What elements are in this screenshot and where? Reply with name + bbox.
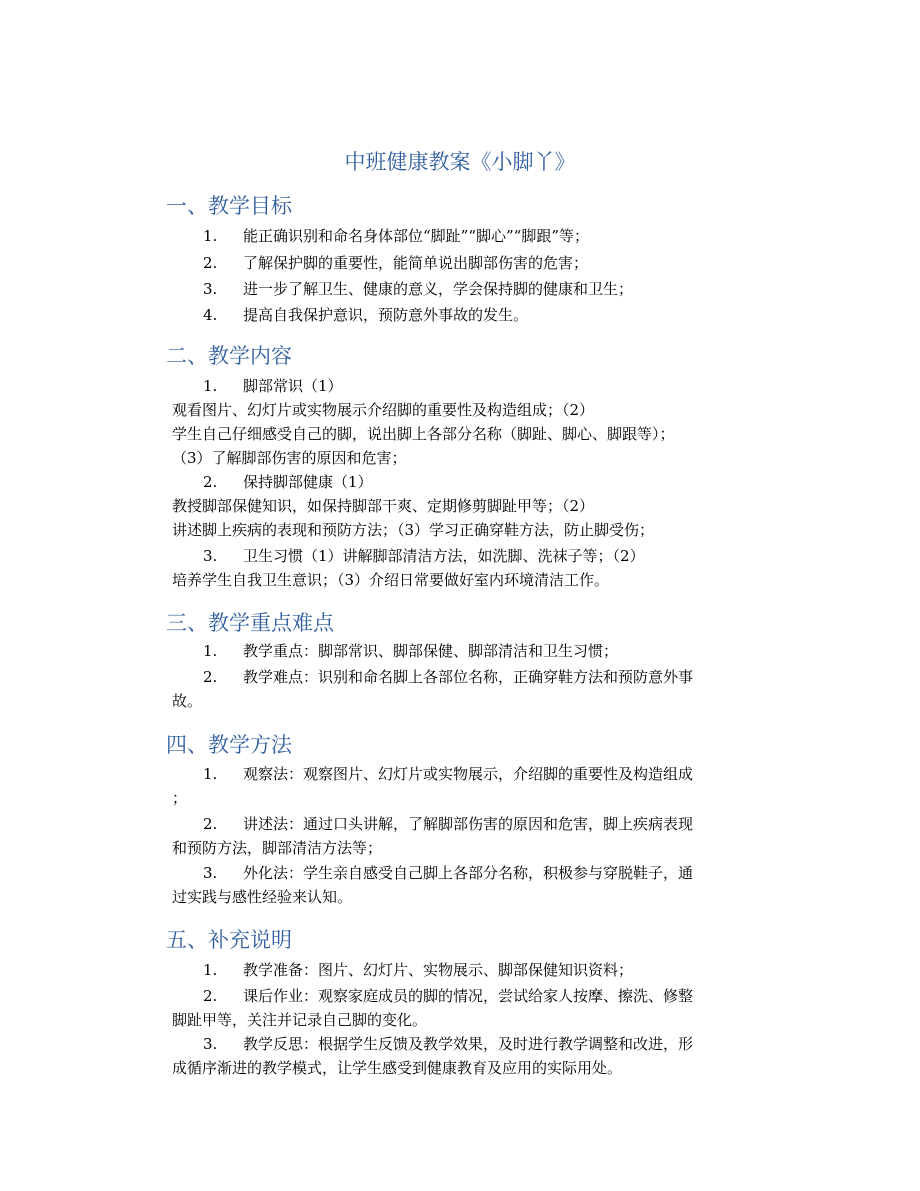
list-number: 2. [203,815,218,833]
list-number: 1. [203,377,218,395]
section-heading-content: 二、教学内容 [166,344,292,368]
list-number: 3. [203,280,218,298]
list-item: 卫生习惯（1）讲解脚部清洁方法，如洗脚、洗袜子等；（2） [243,547,645,565]
list-item-continuation: ； [172,789,188,807]
list-item: 外化法：学生亲自感受自己脚上各部分名称，积极参与穿脱鞋子，通 [243,864,694,882]
list-item-continuation: 脚趾甲等，关注并记录自己脚的变化。 [172,1011,428,1029]
list-item-continuation: 观看图片、幻灯片或实物展示介绍脚的重要性及构造组成；（2） [172,401,595,419]
list-item: 脚部常识（1） [243,377,343,395]
list-item: 能正确识别和命名身体部位“脚趾”“脚心”“脚跟”等； [243,227,590,245]
list-item: 了解保护脚的重要性，能简单说出脚部伤害的危害； [243,254,589,272]
list-number: 1. [203,642,218,660]
list-number: 3. [203,1035,218,1053]
list-item-continuation: 教授脚部保健知识，如保持脚部干爽、定期修剪脚趾甲等；（2） [172,497,595,515]
list-item-continuation: 成循序渐进的教学模式，让学生感受到健康教育及应用的实际用处。 [172,1059,623,1077]
list-number: 2. [203,987,218,1005]
section-heading-objectives: 一、教学目标 [166,194,292,218]
list-number: 1. [203,961,218,979]
list-item: 进一步了解卫生、健康的意义，学会保持脚的健康和卫生； [243,280,634,298]
list-item-continuation: 培养学生自我卫生意识；（3）介绍日常要做好室内环境清洁工作。 [172,571,610,589]
section-heading-notes: 五、补充说明 [166,928,292,952]
list-item: 教学重点：脚部常识、脚部保健、脚部清洁和卫生习惯； [243,642,619,660]
list-item: 讲述法：通过口头讲解，了解脚部伤害的原因和危害，脚上疾病表现 [243,815,694,833]
section-heading-methods: 四、教学方法 [166,733,292,757]
list-item: 提高自我保护意识，预防意外事故的发生。 [243,306,529,324]
section-heading-key-points: 三、教学重点难点 [166,611,334,635]
list-number: 4. [203,306,218,324]
document-title: 中班健康教案《小脚丫》 [344,150,576,174]
list-item: 教学反思：根据学生反馈及教学效果，及时进行教学调整和改进，形 [243,1035,694,1053]
list-item-continuation: 和预防方法，脚部清洁方法等； [172,839,383,857]
list-number: 1. [203,227,218,245]
list-item: 观察法：观察图片、幻灯片或实物展示，介绍脚的重要性及构造组成 [243,765,694,783]
list-number: 2. [203,473,218,491]
list-item-continuation: 故。 [172,692,203,710]
list-number: 2. [203,668,218,686]
list-item-continuation: （3）了解脚部伤害的原因和危害； [172,449,407,467]
list-number: 3. [203,547,218,565]
list-item-continuation: 讲述脚上疾病的表现和预防方法；（3）学习正确穿鞋方法，防止脚受伤； [172,521,655,539]
list-number: 3. [203,864,218,882]
list-number: 2. [203,254,218,272]
list-item: 课后作业：观察家庭成员的脚的情况，尝试给家人按摩、擦洗、修整 [243,987,694,1005]
list-item: 教学难点：识别和命名脚上各部位名称，正确穿鞋方法和预防意外事 [243,668,694,686]
list-item-continuation: 过实践与感性经验来认知。 [172,888,353,906]
list-item-continuation: 学生自己仔细感受自己的脚，说出脚上各部分名称（脚趾、脚心、脚跟等）； [172,425,675,443]
list-item: 保持脚部健康（1） [243,473,373,491]
list-item: 教学准备：图片、幻灯片、实物展示、脚部保健知识资料； [243,961,634,979]
list-number: 1. [203,765,218,783]
